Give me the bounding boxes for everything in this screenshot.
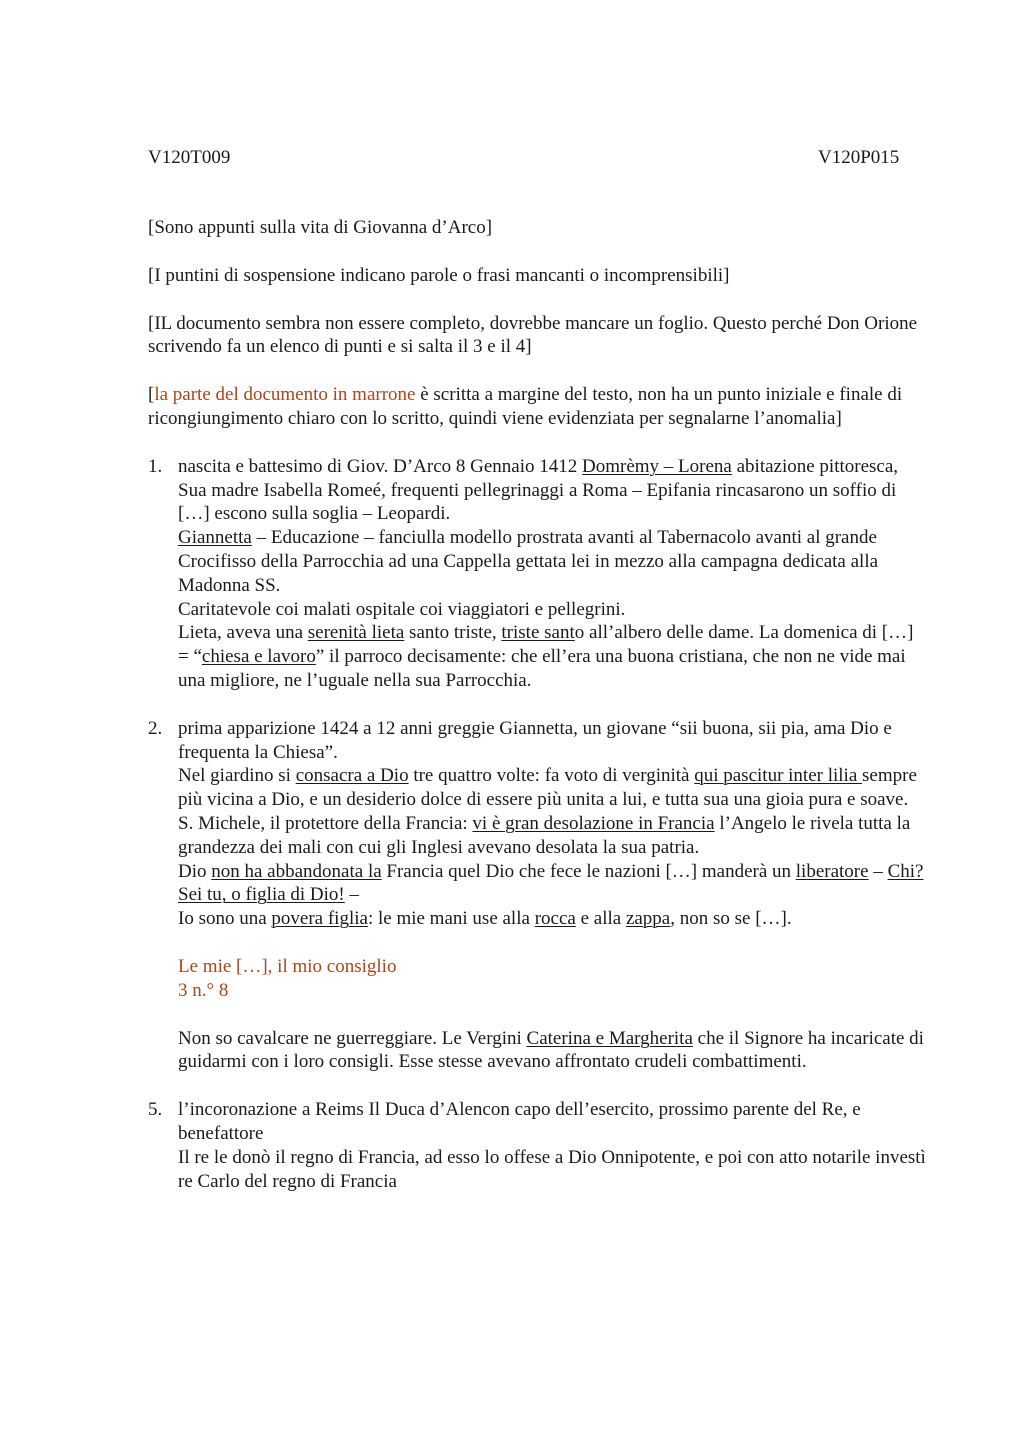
item-line: Non so cavalcare ne guerreggiare. Le Vergini Caterina e Margherita che il Signore ha incaricate di guidarmi con i loro consigli. Esse stesse avevano affrontato crudeli combattimenti. [178, 1027, 924, 1073]
list-item [148, 1098, 928, 1193]
item-number: 1. [148, 455, 163, 477]
document-code-right: V120P015 [818, 147, 900, 168]
item-line: Dio non ha abbandonata la Francia quel Dio che fece le nazioni […] manderà un liberatore – Chi? Sei tu, o figlia di Dio! – [178, 860, 924, 906]
item-line: Lieta, aveva una serenità lieta santo triste, triste santo all’albero delle dame. La domenica di […] = “chiesa e lavoro” il parroco decisamente: che ell’era una buona cristiana, che non ne vide mai una migliore, ne l’uguale nella sua Parrocchia. [178, 622, 914, 691]
editor-note-margin: [la parte del documento in marrone è scritta a margine del testo, non ha un punto iniziale e finale di ricongiungimento chiaro con lo scritto, quindi viene evidenziata per segnalarne l’anomalia] [148, 384, 903, 429]
document-code-left: V120T009 [148, 147, 231, 168]
margin-note-line: Le mie […], il mio consiglio [178, 955, 397, 977]
editor-note-incomplete: [IL documento sembra non essere completo, dovrebbe mancare un foglio. Questo perché Don Orione scrivendo fa un elenco di punti e si salta il 3 e il 4] [148, 312, 918, 358]
item-line: Io sono una povera figlia: le mie mani use alla rocca e alla zappa, non so se […]. [178, 908, 792, 930]
list-item [148, 455, 928, 693]
item-line: nascita e battesimo di Giov. D’Arco 8 Gennaio 1412 Domrèmy – Lorena abitazione pittoresca, Sua madre Isabella Romeé, frequenti pellegrinaggi a Roma – Epifania rincasarono un soffio di […] escono sulla soglia – Leopardi. [178, 455, 899, 525]
item-number: 2. [148, 717, 163, 739]
item-line: S. Michele, il protettore della Francia: vi è gran desolazione in Francia l’Angelo le rivela tutta la grandezza dei mali con cui gli Inglesi avevano desolata la sua patria. [178, 812, 911, 858]
item-line: Il re le donò il regno di Francia, ad esso lo offese a Dio Onnipotente, e poi con atto notarile investì re Carlo del regno di Francia [178, 1146, 926, 1192]
document-body [148, 216, 928, 1217]
list-item [148, 717, 928, 1074]
editor-note-ellipsis: [I puntini di sospensione indicano parole o frasi mancanti o incomprensibili] [148, 264, 730, 286]
margin-color-sample: la parte del documento in marrone [154, 384, 416, 406]
margin-note-ref: 3 n.° 8 [178, 979, 229, 1001]
editor-note-subject: [Sono appunti sulla vita di Giovanna d’Arco] [148, 217, 493, 238]
item-line: prima apparizione 1424 a 12 anni greggie Giannetta, un giovane “sii buona, sii pia, ama Dio e frequenta la Chiesa”. [178, 717, 892, 763]
item-number: 5. [148, 1099, 163, 1121]
item-line: l’incoronazione a Reims Il Duca d’Alencon capo dell’esercito, prossimo parente del Re, e benefattore [178, 1099, 861, 1144]
item-line: Giannetta – Educazione – fanciulla modello prostrata avanti al Tabernacolo avanti al grande Crocifisso della Parrocchia ad una Cappella gettata lei in mezzo alla campagna dedicata alla Madonna SS. [178, 527, 879, 596]
notes-list [148, 455, 928, 1194]
item-line: Caritatevole coi malati ospitale coi viaggiatori e pellegrini. [178, 598, 626, 620]
item-line: Nel giardino si consacra a Dio tre quattro volte: fa voto di verginità qui pascitur inter lilia sempre più vicina a Dio, e un desiderio dolce di essere più unita a lui, e tutta sua una gioia pura e soave. [178, 765, 917, 811]
